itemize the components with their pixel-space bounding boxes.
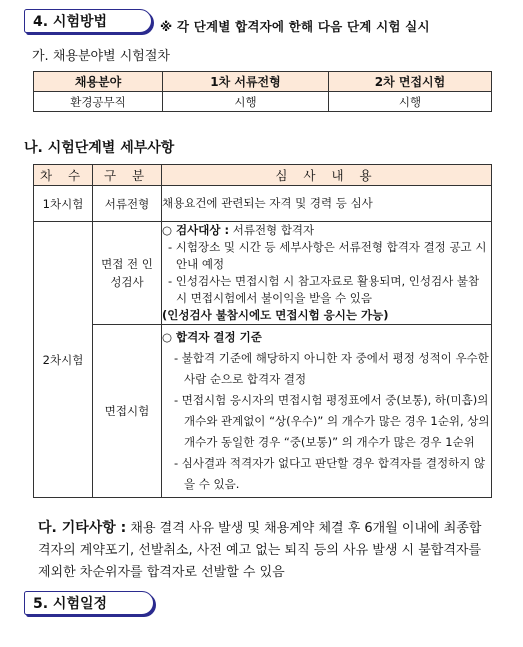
exam-detail-table	[33, 164, 492, 498]
cell-type: 면접시험	[93, 325, 162, 498]
cell-stage1: 시행	[163, 92, 329, 112]
table-header-row	[34, 72, 492, 92]
header-stage1: 1차 서류전형	[163, 72, 329, 92]
other-notes-label: 다. 기타사항 :	[38, 520, 127, 536]
content-head	[162, 222, 491, 239]
cell-content	[162, 325, 492, 498]
content-note: (인성검사 불참시에도 면접시험 응시는 가능)	[162, 308, 389, 322]
subheading-a: 가. 채용분야별 시험절차	[32, 49, 170, 64]
content-item: - 인성검사는 면접시험 시 참고자료로 활용되며, 인성검사 불참 시 면접시험에서 불이익을 받을 수 있음	[168, 274, 480, 305]
cell-field: 환경공무직	[34, 92, 163, 112]
header-type: 구 분	[93, 165, 162, 186]
cell-stage: 2차시험	[34, 222, 93, 498]
content-item: - 면접시험 응시자의 면접시험 평정표에서 중(보통), 하(미흡)의 개수와 관계없이 “상(우수)” 의 개수가 많은 경우 1순위, 상의 개수가 동일한 경우 “중(보통)” 의 개수가 많은 경우 1순위	[174, 393, 490, 449]
header-stage: 차 수	[34, 165, 93, 186]
exam-procedure-table	[33, 71, 492, 112]
cell-stage: 1차시험	[34, 186, 93, 222]
header-field: 채용분야	[34, 72, 163, 92]
section-4-heading: 4. 시험방법	[24, 9, 152, 33]
cell-type: 면접 전 인성검사	[93, 222, 162, 325]
table-row	[34, 92, 492, 112]
cell-content	[162, 222, 492, 325]
content-head-value: 서류전형 합격자	[229, 223, 315, 237]
content-head-label: ○ 검사대상 :	[162, 223, 230, 237]
table-row	[34, 222, 492, 325]
table-header-row	[34, 165, 492, 186]
content-head: ○ 합격자 결정 기준	[162, 330, 262, 344]
cell-stage2: 시행	[329, 92, 492, 112]
header-stage2: 2차 면접시험	[329, 72, 492, 92]
other-notes	[38, 517, 488, 584]
table-row	[34, 325, 492, 498]
subheading-b: 나. 시험단계별 세부사항	[24, 140, 175, 156]
other-notes-text: 채용 결격 사유 발생 및 채용계약 체결 후 6개월 이내에 최종합격자의 계약포기, 선발취소, 사전 예고 없는 퇴직 등의 사유 발생 시 불합격자를 제외한 차순위자를 합격자로 선발할 수 있음	[38, 521, 482, 580]
content-item: - 시험장소 및 시간 등 세부사항은 서류전형 합격자 결정 공고 시 안내 예정	[168, 240, 487, 271]
cell-type: 서류전형	[93, 186, 162, 222]
section-5-heading: 5. 시험일정	[24, 591, 154, 615]
cell-content: 채용요건에 관련되는 자격 및 경력 등 심사	[162, 186, 492, 222]
content-item: - 불합격 기준에 해당하지 아니한 자 중에서 평정 성적이 우수한 사람 순으로 합격자 결정	[174, 351, 489, 386]
content-item: - 심사결과 적격자가 없다고 판단할 경우 합격자를 결정하지 않을 수 있음.	[174, 456, 486, 491]
table-row	[34, 186, 492, 222]
header-content: 심 사 내 용	[162, 165, 492, 186]
stage-note: ※ 각 단계별 합격자에 한해 다음 단계 시험 실시	[160, 19, 430, 34]
